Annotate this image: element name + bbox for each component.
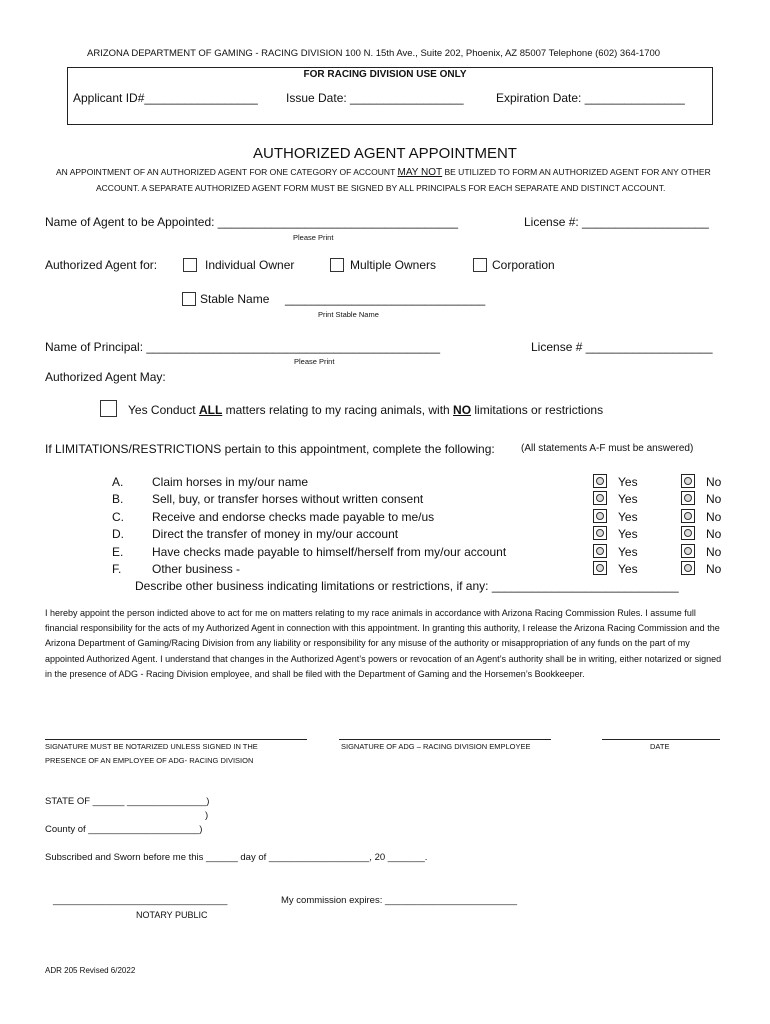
print-stable-name-note: Print Stable Name xyxy=(318,310,379,319)
item-text: Sell, buy, or transfer horses without written consent xyxy=(152,492,424,506)
corporation-label: Corporation xyxy=(492,258,555,272)
yes-label: Yes xyxy=(618,562,638,576)
corporation-checkbox[interactable] xyxy=(473,258,487,272)
yes-label: Yes xyxy=(618,475,638,489)
paren: ) xyxy=(205,810,209,821)
sig-notarized-label-1: SIGNATURE MUST BE NOTARIZED UNLESS SIGNED IN THE xyxy=(45,742,258,751)
item-c-no-radio[interactable] xyxy=(681,509,695,523)
describe-other-field[interactable]: Describe other business indicating limitations or restrictions, if any: ____________________________ xyxy=(135,579,679,593)
no-label: No xyxy=(706,475,722,489)
yes-label: Yes xyxy=(618,545,638,559)
expiration-date-field[interactable]: Expiration Date: _______________ xyxy=(496,91,685,105)
notary-public-label: NOTARY PUBLIC xyxy=(136,910,208,920)
authorized-for-label: Authorized Agent for: xyxy=(45,258,158,272)
no-label: No xyxy=(706,545,722,559)
notary-signature-field[interactable]: _________________________________ xyxy=(53,895,228,906)
item-b-no-radio[interactable] xyxy=(681,491,695,505)
item-b-yes-radio[interactable] xyxy=(593,491,607,505)
limitations-label: If LIMITATIONS/RESTRICTIONS pertain to this appointment, complete the following: xyxy=(45,442,495,456)
agent-license-field[interactable]: License #: ___________________ xyxy=(524,215,709,229)
no-label: No xyxy=(706,492,722,506)
county-of-field[interactable]: County of _____________________) xyxy=(45,824,203,835)
stable-name-label: Stable Name xyxy=(200,292,270,306)
principal-signature-line[interactable] xyxy=(45,739,307,740)
stable-name-checkbox[interactable] xyxy=(182,292,196,306)
intro-line-1: AN APPOINTMENT OF AN AUTHORIZED AGENT FOR ONE CATEGORY OF ACCOUNT MAY NOT BE UTILIZED TO FORM AN AUTHORIZED AGENT FOR ANY OTHER xyxy=(56,167,711,178)
multiple-owners-label: Multiple Owners xyxy=(350,258,437,272)
conduct-all-label: Yes Conduct ALL matters relating to my racing animals, with NO limitations or restrictions xyxy=(128,403,604,417)
item-letter: D. xyxy=(112,527,124,541)
no-label: No xyxy=(706,510,722,524)
item-text: Direct the transfer of money in my/our account xyxy=(152,527,399,541)
item-d-no-radio[interactable] xyxy=(681,526,695,540)
item-a-yes-radio[interactable] xyxy=(593,474,607,488)
yes-label: Yes xyxy=(618,527,638,541)
item-a-no-radio[interactable] xyxy=(681,474,695,488)
office-use-title: FOR RACING DIVISION USE ONLY xyxy=(303,69,467,80)
item-d-yes-radio[interactable] xyxy=(593,526,607,540)
item-letter: A. xyxy=(112,475,124,489)
conduct-all-checkbox[interactable] xyxy=(100,400,117,417)
sig-notarized-label-2: PRESENCE OF AN EMPLOYEE OF ADG- RACING DIVISION xyxy=(45,756,254,765)
item-text: Have checks made payable to himself/herself from my/our account xyxy=(152,545,507,559)
item-text: Other business - xyxy=(152,562,241,576)
commission-expires-field[interactable]: My commission expires: _________________________ xyxy=(281,895,518,906)
limitations-note: (All statements A-F must be answered) xyxy=(521,443,694,454)
applicant-id-field[interactable]: Applicant ID#_________________ xyxy=(73,91,258,105)
principal-name-field[interactable]: Name of Principal: ____________________________________________ xyxy=(45,340,441,354)
item-e-yes-radio[interactable] xyxy=(593,544,607,558)
authorization-paragraph: I hereby appoint the person indicted above to act for me on matters relating to my race animals in accordance with Arizona Racing Commission Rules. I assume full financial responsibility for the acts of my Authorized Agent in connection with this appointment. In granting this authority, I release the Arizona Racing Commission and the Arizona Department of Gaming/Racing Division from any liability or responsibility for any misuse of the authority or misappropriation of any funds on the part of my appointed Authorized Agent. I understand that changes in the Authorized Agent’s powers or revocation of an Agent’s authority shall be in writing, either notarized or signed in the presence of ADG - Racing Division employee, and shall be filed with the Department of Gaming and the Horsemen’s Bookkeeper. xyxy=(45,608,722,679)
item-letter: B. xyxy=(112,492,124,506)
no-label: No xyxy=(706,562,722,576)
item-f-yes-radio[interactable] xyxy=(593,561,607,575)
item-letter: C. xyxy=(112,510,124,524)
item-text: Claim horses in my/our name xyxy=(152,475,309,489)
date-signature-line[interactable] xyxy=(602,739,720,740)
subscribed-sworn-field[interactable]: Subscribed and Sworn before me this ______ day of ___________________, 20 _______. xyxy=(45,852,428,863)
issue-date-field[interactable]: Issue Date: _________________ xyxy=(286,91,464,105)
employee-signature-line[interactable] xyxy=(339,739,551,740)
principal-license-field[interactable]: License # ___________________ xyxy=(531,340,713,354)
item-letter: F. xyxy=(112,562,122,576)
no-label: No xyxy=(706,527,722,541)
item-e-no-radio[interactable] xyxy=(681,544,695,558)
page-title: AUTHORIZED AGENT APPOINTMENT xyxy=(253,145,517,162)
state-of-field[interactable]: STATE OF ______ _______________) xyxy=(45,796,210,807)
item-letter: E. xyxy=(112,545,124,559)
agency-header: ARIZONA DEPARTMENT OF GAMING - RACING DIVISION 100 N. 15th Ave., Suite 202, Phoenix, AZ 85007 Telephone (602) 364-1700 xyxy=(87,48,661,59)
please-print-note: Please Print xyxy=(293,233,334,242)
individual-owner-checkbox[interactable] xyxy=(183,258,197,272)
intro-line-2: ACCOUNT. A SEPARATE AUTHORIZED AGENT FORM MUST BE SIGNED BY ALL PRINCIPALS FOR EACH SEPARATE AND DISTINCT ACCOUNT. xyxy=(96,183,666,193)
please-print-note-2: Please Print xyxy=(294,357,335,366)
yes-label: Yes xyxy=(618,510,638,524)
sig-employee-label: SIGNATURE OF ADG – RACING DIVISION EMPLOYEE xyxy=(341,742,531,751)
agent-may-label: Authorized Agent May: xyxy=(45,370,166,384)
item-f-no-radio[interactable] xyxy=(681,561,695,575)
item-text: Receive and endorse checks made payable to me/us xyxy=(152,510,435,524)
form-revision-footer: ADR 205 Revised 6/2022 xyxy=(45,966,136,975)
yes-label: Yes xyxy=(618,492,638,506)
sig-date-label: DATE xyxy=(650,742,670,751)
multiple-owners-checkbox[interactable] xyxy=(330,258,344,272)
stable-name-field[interactable]: ______________________________ xyxy=(285,292,486,306)
individual-owner-label: Individual Owner xyxy=(205,258,295,272)
agent-name-field[interactable]: Name of Agent to be Appointed: ____________________________________ xyxy=(45,215,459,229)
item-c-yes-radio[interactable] xyxy=(593,509,607,523)
